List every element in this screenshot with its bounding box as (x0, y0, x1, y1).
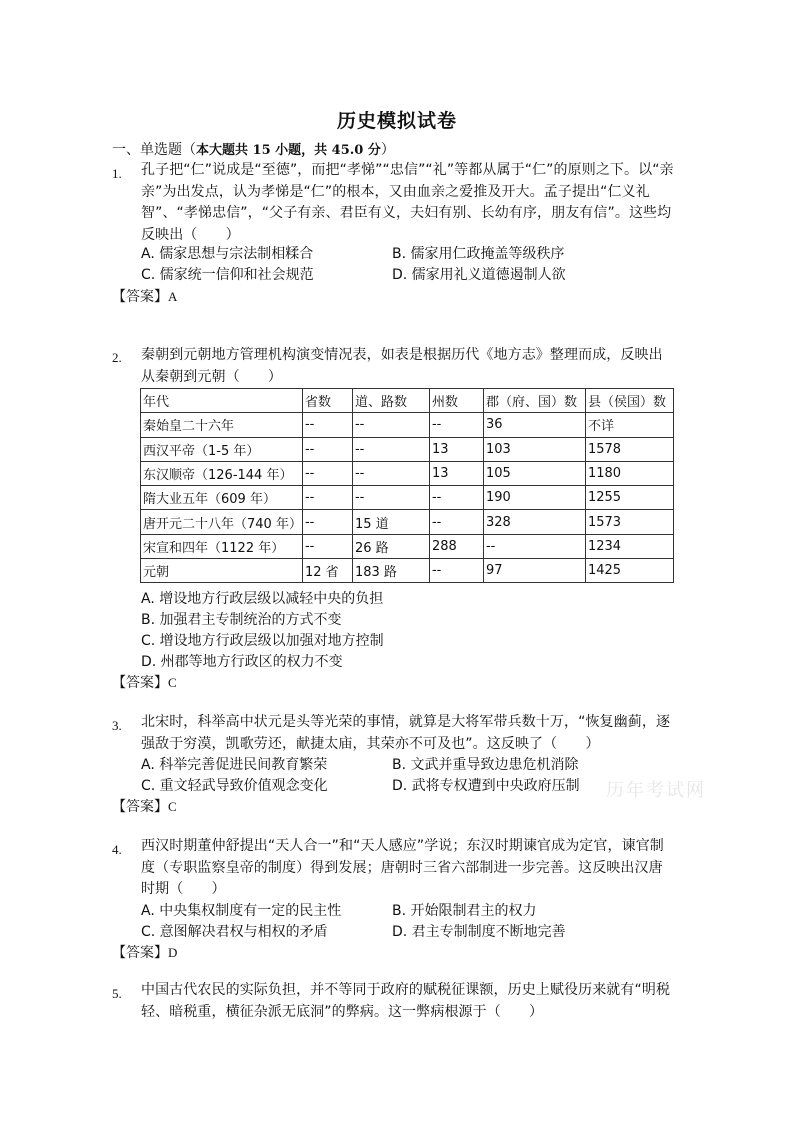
question-text: 孔子把“仁”说成是“至德”，而把“孝悌”“忠信”“礼”等都从属于“仁”的原则之下。以“亲亲”为出发点，认为孝悌是“仁”的根本，又由血亲之爱推及开大。孟子提出“仁义礼智”、“孝悌忠信”，“父子有亲、君臣有义，夫妇有别、长幼有序，朋友有信”。这些均反映出（ ） (141, 162, 674, 243)
table-cell: 13 (429, 461, 483, 485)
question-number: 2. (112, 350, 122, 365)
table-cell: 15 道 (352, 510, 429, 534)
option-c: C. 意图解决君权与相权的矛盾 (141, 924, 328, 940)
table-cell: 105 (483, 461, 585, 485)
table-row (141, 437, 674, 461)
table-cell: 1234 (585, 534, 673, 558)
table-header-cell: 县（侯国）数 (585, 389, 673, 413)
table-cell: 不详 (585, 413, 673, 437)
table-cell: 1180 (585, 461, 673, 485)
watermark-logo: 历年考试网 (606, 780, 706, 801)
table-cell: 288 (429, 534, 483, 558)
table-cell: -- (429, 413, 483, 437)
table-header-cell: 道、路数 (352, 389, 429, 413)
table-cell: 103 (483, 437, 585, 461)
option-c: C. 重文轻武导致价值观念变化 (141, 778, 328, 794)
answer: 【答案】A (112, 289, 178, 305)
page-title: 历史模拟试卷 (336, 110, 457, 132)
table-cell: 190 (483, 486, 585, 510)
option-b: B. 儒家用仁政掩盖等级秩序 (392, 246, 565, 262)
table-cell: -- (352, 486, 429, 510)
question-text: 西汉时期董仲舒提出“天人合一”和“天人感应”学说；东汉时期谏官成为定官，谏官制度（专职监察皇帝的制度）得到发展；唐朝时三省六部制进一步完善。这反映出汉唐时期（ ） (141, 838, 664, 897)
table-cell: 26 路 (352, 534, 429, 558)
option-c: C. 儒家统一信仰和社会规范 (141, 267, 314, 283)
answer: 【答案】C (112, 675, 177, 691)
table-header-cell: 郡（府、国）数 (483, 389, 585, 413)
table-cell: 1573 (585, 510, 673, 534)
table-row (141, 534, 674, 558)
option-d: D. 州郡等地方行政区的权力不变 (141, 654, 343, 670)
table-cell: -- (302, 486, 352, 510)
question-number: 4. (112, 842, 122, 857)
table-cell: 元朝 (141, 559, 303, 583)
table-cell: 1255 (585, 486, 673, 510)
table-row (141, 510, 674, 534)
question-number: 5. (112, 986, 122, 1001)
table-header-row (141, 389, 674, 413)
table-cell: -- (352, 413, 429, 437)
table-cell: 36 (483, 413, 585, 437)
answer: 【答案】D (112, 945, 178, 961)
table-header-cell: 省数 (302, 389, 352, 413)
table-cell: -- (352, 437, 429, 461)
table-cell: 唐开元二十八年（740 年） (141, 510, 303, 534)
table-cell: 秦始皇二十六年 (141, 413, 303, 437)
table-cell: 1425 (585, 559, 673, 583)
table-cell: -- (302, 510, 352, 534)
table-cell: 13 (429, 437, 483, 461)
option-d: D. 儒家用礼义道德遏制人欲 (392, 267, 566, 283)
table-cell: -- (302, 534, 352, 558)
question-text: 北宋时，科举高中状元是头等光荣的事情，就算是大将军带兵数十万，“恢复幽蓟，逐强敌于穷漠，凯歌劳还，献捷太庙，其荣亦不可及也”。这反映了（ ） (141, 714, 671, 752)
option-a: A. 增设地方行政层级以减轻中央的负担 (141, 591, 384, 607)
table-row (141, 486, 674, 510)
table-cell: 1578 (585, 437, 673, 461)
answer: 【答案】C (112, 799, 177, 815)
option-d: D. 武将专权遭到中央政府压制 (392, 778, 580, 794)
option-a: A. 中央集权制度有一定的民主性 (141, 903, 342, 919)
option-d: D. 君主专制制度不断地完善 (392, 924, 566, 940)
section-heading: 一、单选题（本大题共 15 小题，共 45.0 分） (112, 142, 395, 158)
section-detail: 本大题共 15 小题，共 45.0 分 (196, 143, 381, 158)
table-cell: -- (429, 486, 483, 510)
table-cell: 东汉顺帝（126-144 年） (141, 461, 303, 485)
option-b: B. 开始限制君主的权力 (392, 903, 537, 919)
table-cell: 97 (483, 559, 585, 583)
table-cell: 328 (483, 510, 585, 534)
option-a: A. 儒家思想与宗法制相糅合 (141, 246, 314, 262)
data-table (140, 388, 674, 583)
table-cell: -- (352, 461, 429, 485)
table-cell: -- (302, 461, 352, 485)
table-cell: 西汉平帝（1-5 年） (141, 437, 303, 461)
question-number: 3. (112, 718, 122, 733)
question-number: 1. (112, 166, 122, 181)
question-text: 秦朝到元朝地方管理机构演变情况表，如表是根据历代《地方志》整理而成，反映出从秦朝到元朝（ ） (141, 347, 663, 385)
option-a: A. 科举完善促进民间教育繁荣 (141, 757, 328, 773)
table-row (141, 413, 674, 437)
table-cell: 12 省 (302, 559, 352, 583)
table-cell: 183 路 (352, 559, 429, 583)
table-cell: -- (483, 534, 585, 558)
option-c: C. 增设地方行政层级以加强对地方控制 (141, 633, 384, 649)
table-row (141, 559, 674, 583)
table-cell: 隋大业五年（609 年） (141, 486, 303, 510)
table-cell: -- (429, 559, 483, 583)
option-b: B. 加强君主专制统治的方式不变 (141, 612, 342, 628)
table-cell: 宋宣和四年（1122 年） (141, 534, 303, 558)
table-cell: -- (302, 437, 352, 461)
table-row (141, 461, 674, 485)
table-cell: -- (302, 413, 352, 437)
question-text: 中国古代农民的实际负担，并不等同于政府的赋税征课额，历史上赋役历来就有“明税轻、暗税重，横征杂派无底洞”的弊病。这一弊病根源于（ ） (141, 982, 671, 1020)
table-header-cell: 年代 (141, 389, 303, 413)
table-header-cell: 州数 (429, 389, 483, 413)
option-b: B. 文武并重导致边患危机消除 (392, 757, 579, 773)
table-cell: -- (429, 510, 483, 534)
